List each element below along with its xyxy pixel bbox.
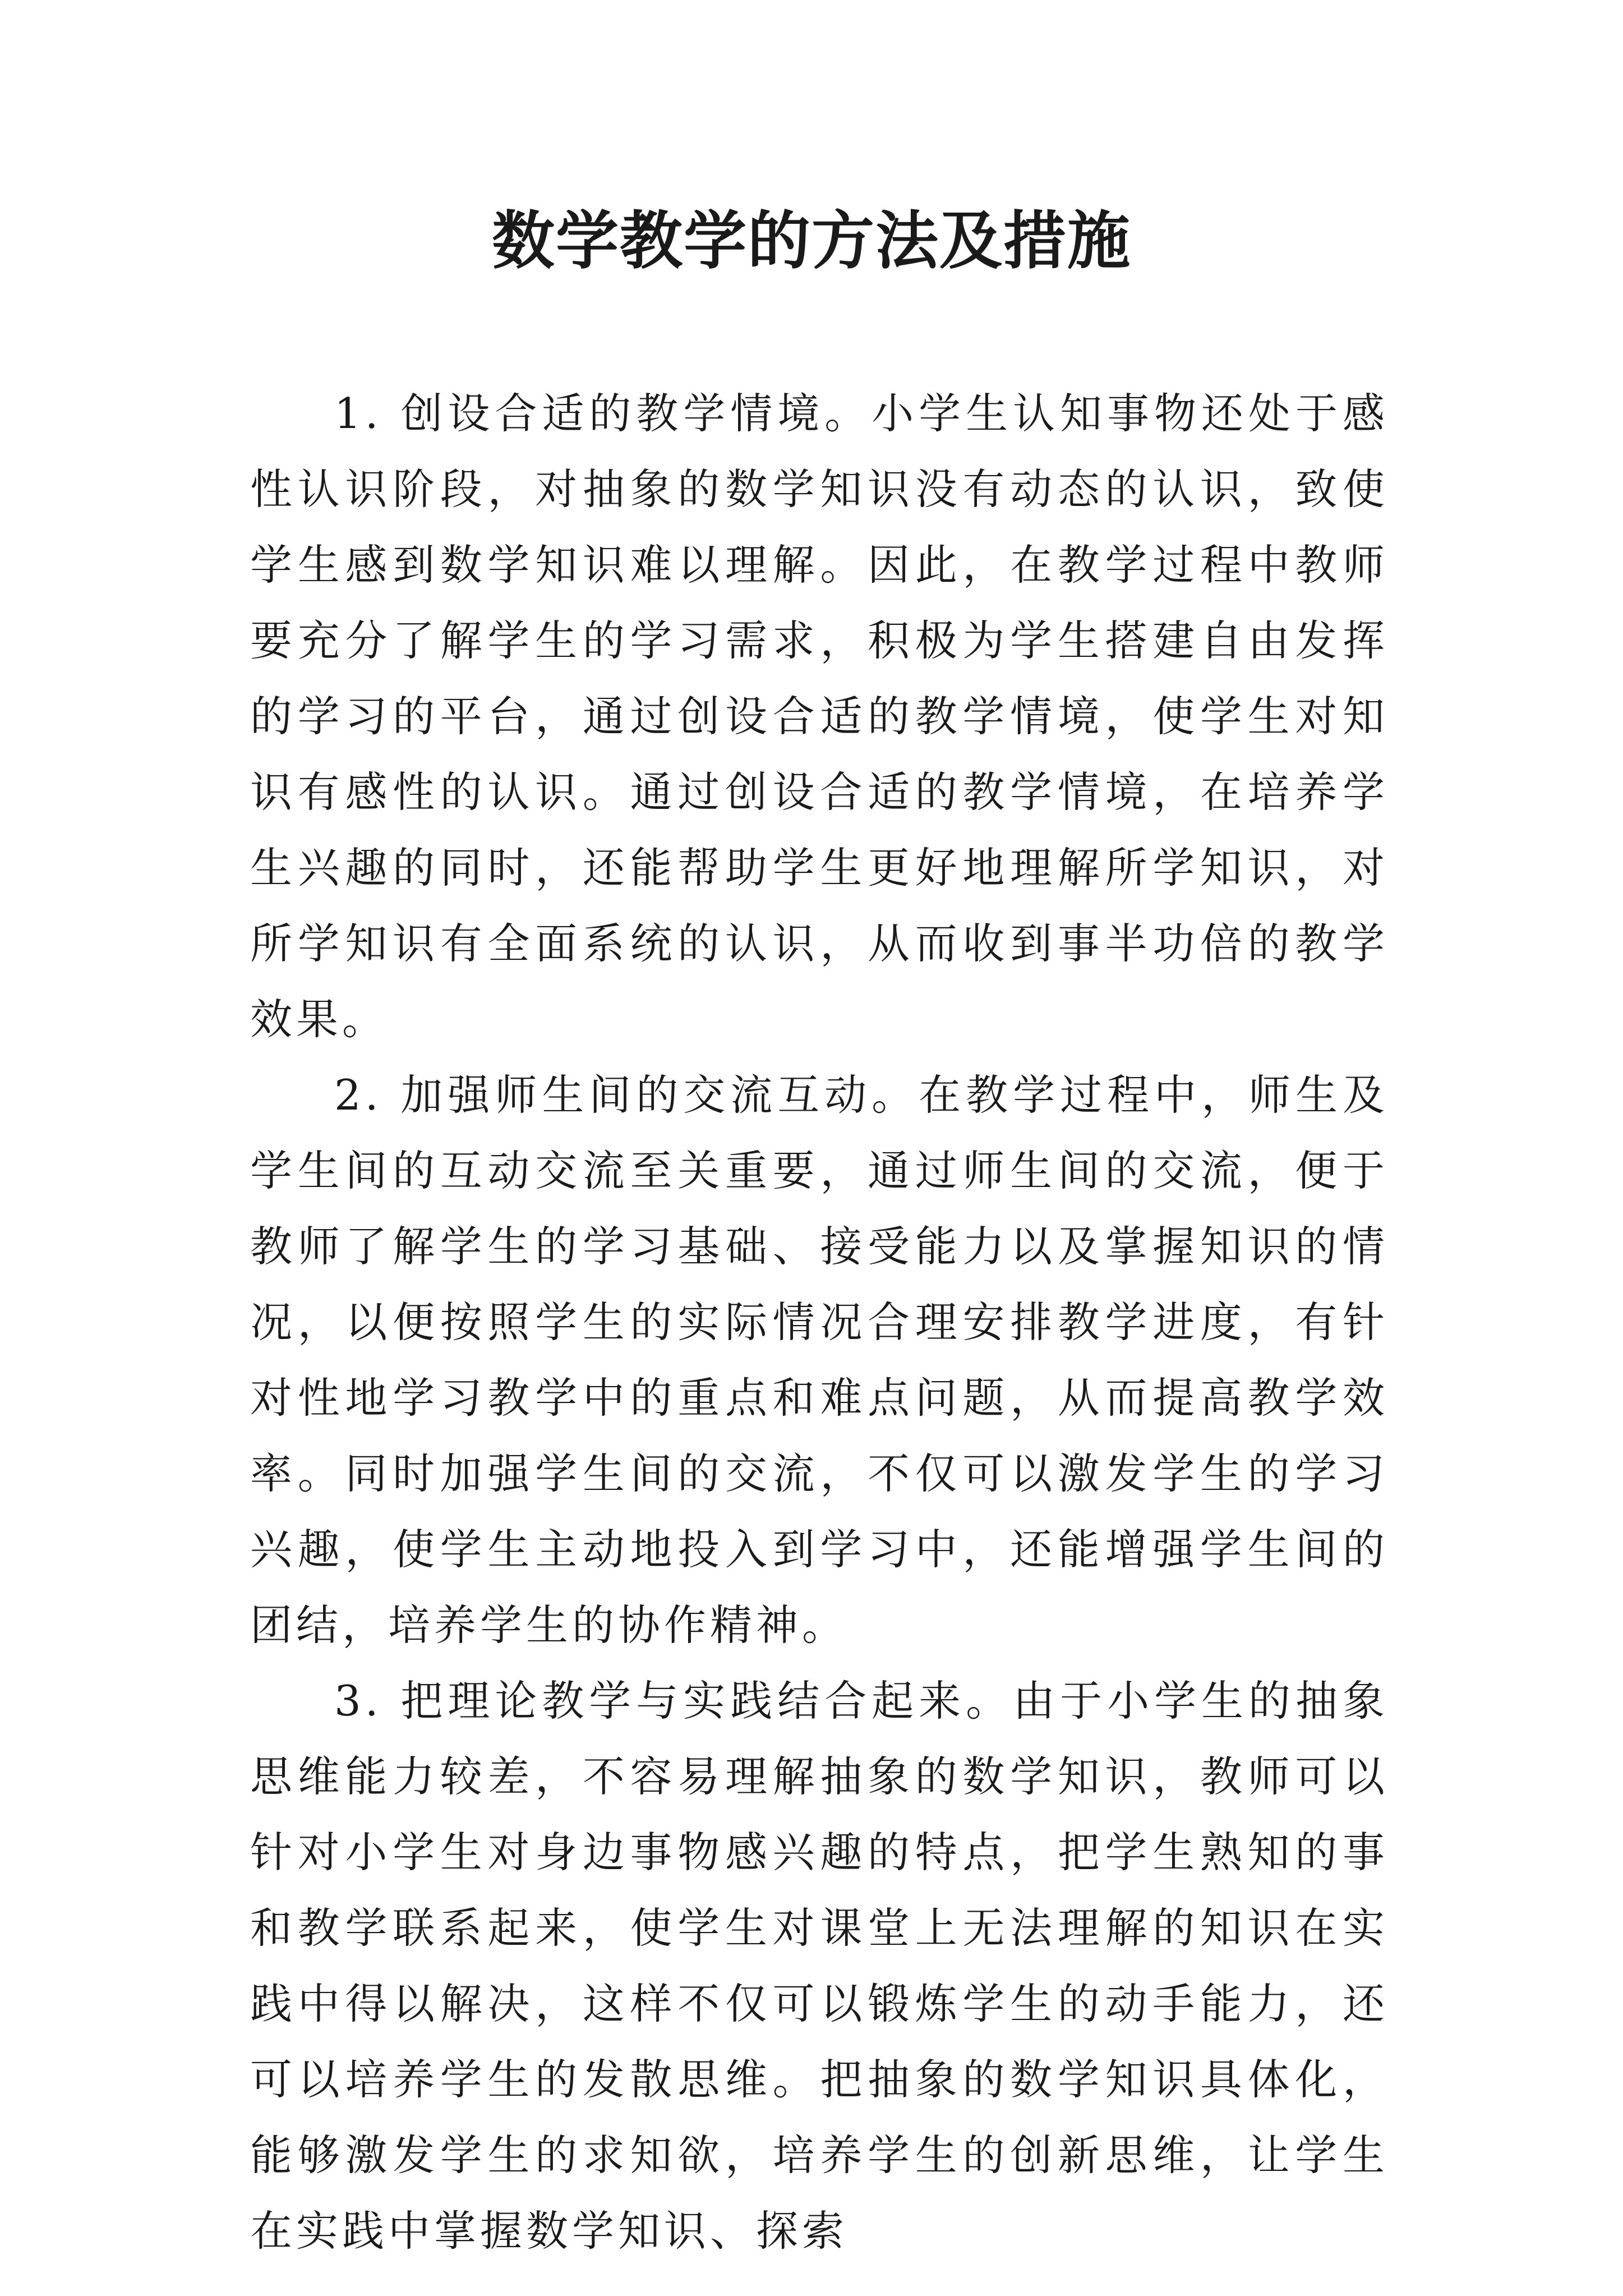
paragraph-2: 2. 加强师生间的交流互动。在教学过程中，师生及学生间的互动交流至关重要，通过师生间的交流，便于教师了解学生的学习基础、接受能力以及掌握知识的情况，以便按照学生的实际情况合理安排教学进度，有针对性地学习教学中的重点和难点问题，从而提高教学效率。同时加强学生间的交流，不仅可以激发学生的学习兴趣，使学生主动地投入到学习中，还能增强学生间的团结，培养学生的协作精神。 — [250, 1070, 1389, 1650]
paragraph-1: 1. 创设合适的教学情境。小学生认知事物还处于感性认识阶段，对抽象的数学知识没有动态的认识，致使学生感到数学知识难以理解。因此，在教学过程中教师要充分了解学生的学习需求，积极为学生搭建自由发挥的学习的平台，通过创设合适的教学情境，使学生对知识有感性的认识。通过创设合适的教学情境，在培养学生兴趣的同时，还能帮助学生更好地理解所学知识，对所学知识有全面系统的认识，从而收到事半功倍的教学效果。 — [250, 389, 1389, 1044]
document-title: 数学教学的方法及措施 — [492, 204, 1131, 278]
document-body — [250, 376, 1389, 2269]
paragraph-3: 3. 把理论教学与实践结合起来。由于小学生的抽象思维能力较差，不容易理解抽象的数学知识，教师可以针对小学生对身边事物感兴趣的特点，把学生熟知的事和教学联系起来，使学生对课堂上无法理解的知识在实践中得以解决，这样不仅可以锻炼学生的动手能力，还可以培养学生的发散思维。把抽象的数学知识具体化，能够激发学生的求知欲，培养学生的创新思维，让学生在实践中掌握数学知识、探索 — [250, 1676, 1389, 2256]
